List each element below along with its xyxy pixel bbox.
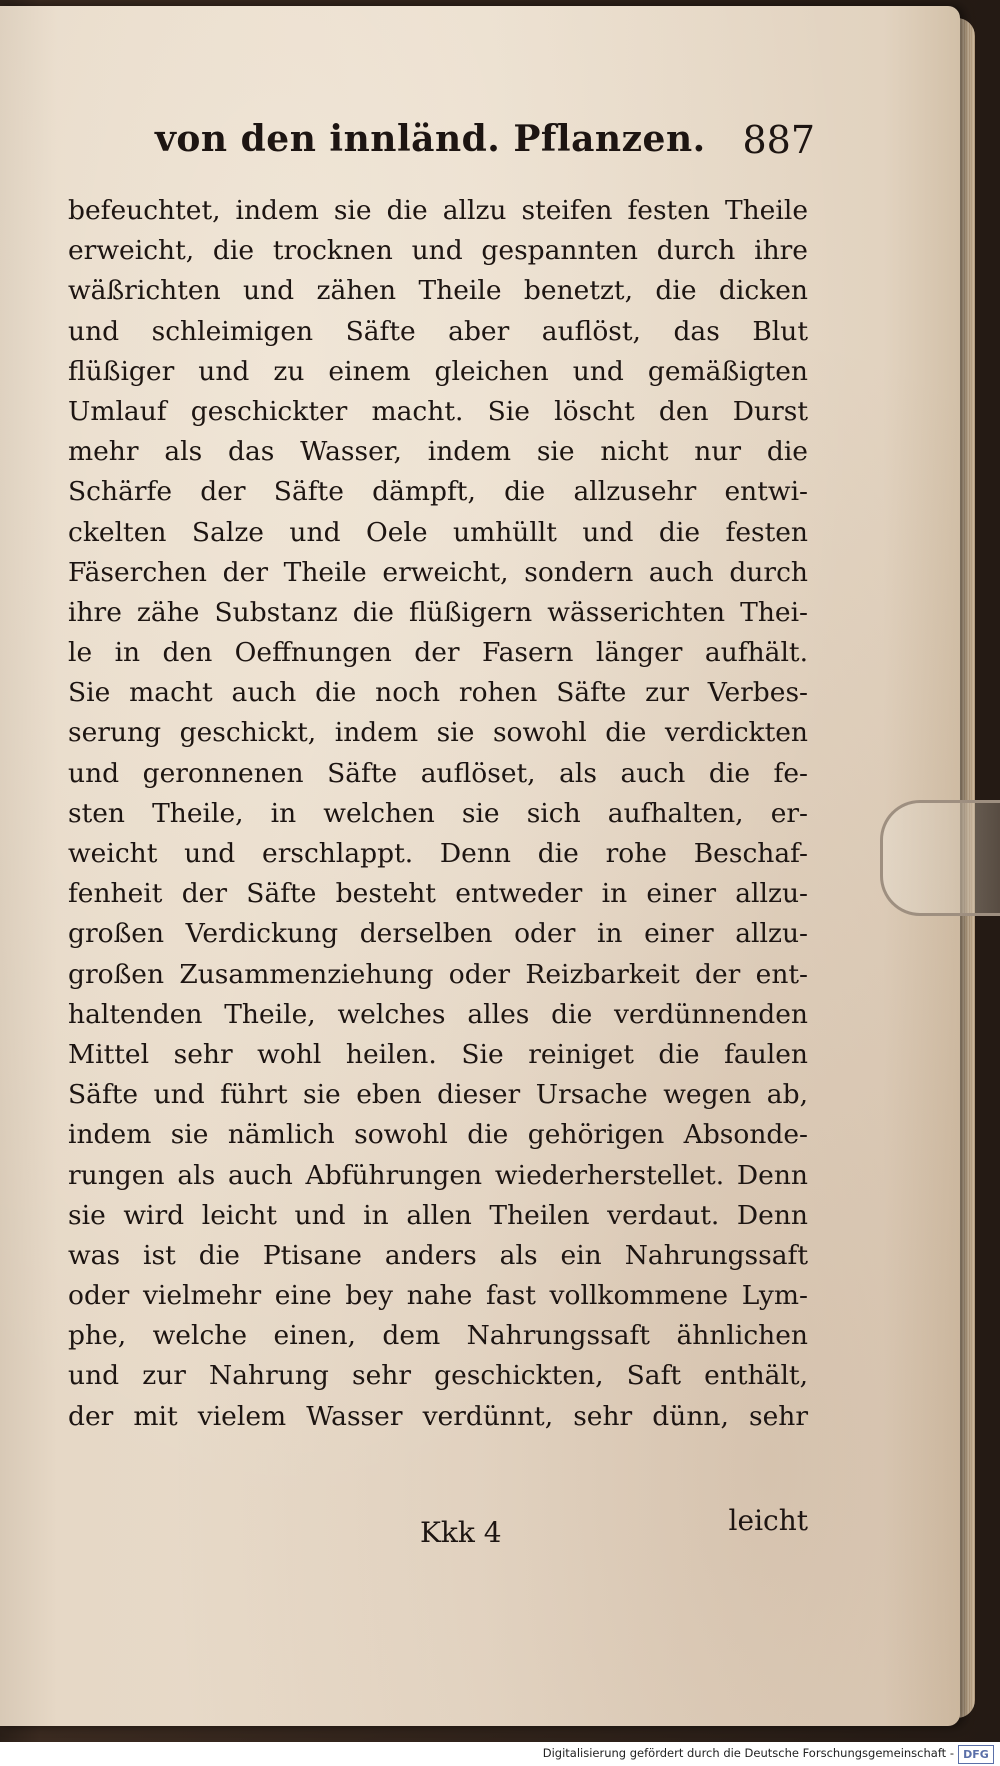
text-line: Schärfe der Säfte dämpft, die allzusehr entwi-	[68, 476, 808, 508]
text-line: Mittel sehr wohl heilen. Sie reiniget die faulen	[68, 1038, 808, 1070]
text-line: rungen als auch Abführungen wiederherstellet. Denn	[68, 1159, 808, 1191]
body-text	[68, 191, 808, 1437]
text-line: fenheit der Säfte besteht entweder in einer allzu-	[68, 878, 808, 910]
text-line: was ist die Ptisane anders als ein Nahrungssaft	[68, 1239, 808, 1271]
page-number: 887	[742, 118, 815, 162]
page-clip	[880, 800, 1000, 916]
text-line: le in den Oeffnungen der Fasern länger aufhält.	[68, 637, 808, 669]
text-line: haltenden Theile, welches alles die verdünnenden	[68, 998, 808, 1030]
text-line: indem sie nämlich sowohl die gehörigen Absonde-	[68, 1119, 808, 1151]
page-footer	[68, 1504, 808, 1556]
text-line: mehr als das Wasser, indem sie nicht nur die	[68, 436, 808, 468]
text-line: wäßrichten und zähen Theile benetzt, die dicken	[68, 275, 808, 307]
credit-bar	[0, 1742, 1000, 1766]
running-title: von den innländ. Pflanzen.	[155, 118, 706, 160]
funding-credit: Digitalisierung gefördert durch die Deutsche Forschungsgemeinschaft -	[542, 1746, 954, 1760]
signature-mark: Kkk 4	[420, 1516, 502, 1549]
text-line: großen Verdickung derselben oder in einer allzu-	[68, 918, 808, 950]
text-line: der mit vielem Wasser verdünnt, sehr dünn, sehr	[68, 1400, 808, 1432]
text-line: Umlauf geschickter macht. Sie löscht den Durst	[68, 395, 808, 427]
text-line: Säfte und führt sie eben dieser Ursache wegen ab,	[68, 1079, 808, 1111]
book-page	[0, 6, 960, 1726]
text-line: befeuchtet, indem sie die allzu steifen festen Theile	[68, 195, 808, 226]
text-line: sie wird leicht und in allen Theilen verdaut. Denn	[68, 1199, 808, 1231]
text-line: und geronnenen Säfte auflöset, als auch die fe-	[68, 757, 808, 789]
text-line: ihre zähe Substanz die flüßigern wässerichten Thei-	[68, 596, 808, 628]
text-line: und schleimigen Säfte aber auflöst, das Blut	[68, 315, 808, 347]
dfg-logo: DFG	[958, 1745, 994, 1764]
text-line: sten Theile, in welchen sie sich aufhalten, er-	[68, 797, 808, 829]
text-line: Fäserchen der Theile erweicht, sondern auch durch	[68, 556, 808, 588]
text-line: erweicht, die trocknen und gespannten durch ihre	[68, 235, 808, 267]
catchword: leicht	[728, 1504, 808, 1537]
text-line: flüßiger und zu einem gleichen und gemäßigten	[68, 355, 808, 387]
text-line: weicht und erschlappt. Denn die rohe Beschaf-	[68, 838, 808, 869]
text-line: oder vielmehr eine bey nahe fast vollkommene Lym-	[68, 1280, 808, 1312]
text-line: Sie macht auch die noch rohen Säfte zur Verbes-	[68, 677, 808, 709]
text-line: großen Zusammenziehung oder Reizbarkeit der ent-	[68, 958, 808, 990]
text-line: ckelten Salze und Oele umhüllt und die festen	[68, 516, 808, 548]
text-line: serung geschickt, indem sie sowohl die verdickten	[68, 717, 808, 749]
text-line: und zur Nahrung sehr geschickten, Saft enthält,	[68, 1360, 808, 1392]
page-header	[155, 118, 815, 178]
text-line: phe, welche einen, dem Nahrungssaft ähnlichen	[68, 1320, 808, 1352]
